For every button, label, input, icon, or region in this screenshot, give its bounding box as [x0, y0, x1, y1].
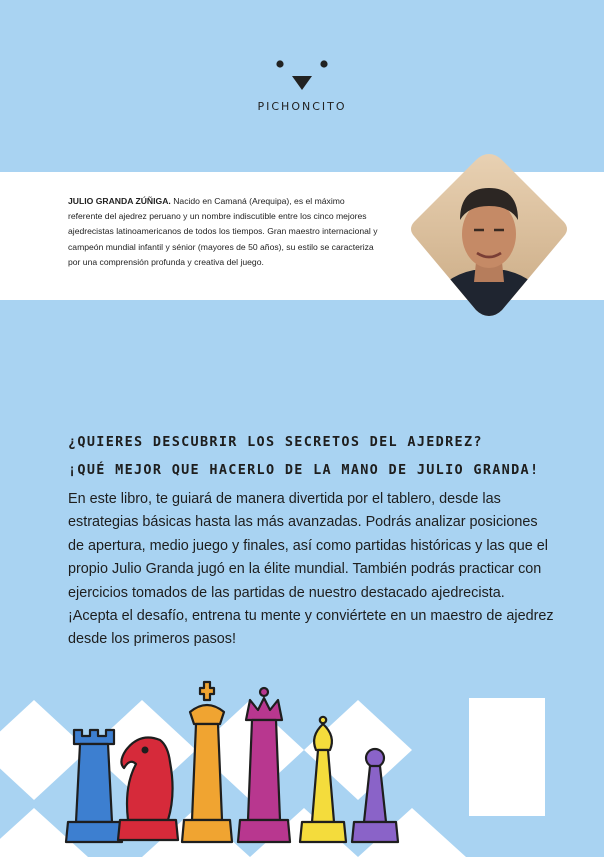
- pigeon-face-icon: [272, 58, 332, 94]
- barcode-area: [469, 698, 545, 816]
- author-bio: [68, 194, 380, 270]
- headline-line-2: ¡QUÉ MEJOR QUE HACERLO DE LA MANO DE JULIO GRANDA!: [68, 462, 540, 478]
- headline: [68, 428, 548, 484]
- publisher-name: PICHONCITO: [257, 100, 347, 113]
- author-portrait: [404, 150, 574, 320]
- author-bio-text: Nacido en Camaná (Arequipa), es el máximo referente del ajedrez peruano y un nombre indiscutible entre los cinco mejores ajedrecistas latinoamericanos de todos los tiempos. Gran maestro internacional y campeón mundial infantil y sénior (mayores de 50 años), su estilo se caracteriza por una comprensión profunda y creativa del juego.: [68, 196, 378, 267]
- publisher-logo: [0, 52, 604, 122]
- headline-line-1: ¿QUIERES DESCUBRIR LOS SECRETOS DEL AJEDREZ?: [68, 434, 483, 450]
- knight-icon: [118, 738, 178, 840]
- book-description: En este libro, te guiará de manera divertida por el tablero, desde las estrategias básicas hasta las más avanzadas. Podrás analizar posiciones de apertura, medio juego y finales, así como partidas históricas y las que el propio Julio Granda jugó en la élite mundial. También podrás practicar con ejercicios tomados de las partidas de nuestro destacado ajedrecista. ¡Acepta el desafío, entrena tu mente y conviértete en un maestro de ajedrez desde los primeros pasos!: [68, 491, 554, 648]
- author-name: JULIO GRANDA ZÚÑIGA.: [68, 196, 174, 206]
